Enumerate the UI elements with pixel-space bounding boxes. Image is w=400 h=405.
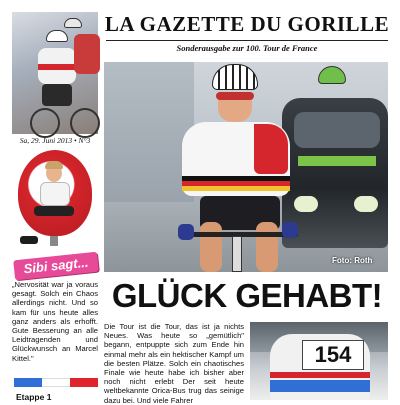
rider-back-photo: [250, 322, 388, 400]
portrait-photo: [12, 148, 98, 254]
bike-frame: [232, 236, 242, 272]
rider-face: [218, 100, 252, 122]
rider-jersey: [74, 34, 100, 74]
issue-date-line: Sa, 29. Juni 2013 • N°3: [19, 136, 91, 145]
rider-sunglasses: [216, 92, 254, 100]
jersey-red-stripe: [270, 372, 370, 378]
bike-wheel: [30, 108, 60, 138]
stage-label: Etappe 1: [16, 392, 52, 402]
jersey-blue-panel: [270, 380, 370, 392]
team-car-windshield: [294, 112, 380, 148]
masthead-subtitle: Sonderausgabe zur 100. Tour de France: [176, 43, 318, 53]
rider-jersey-flag-gold: [182, 186, 290, 191]
photo-credit: Foto: Roth: [332, 256, 373, 265]
race-number: 154: [314, 342, 352, 367]
peloton-photo: [12, 12, 98, 134]
team-car-headlight: [294, 196, 318, 212]
rider-jersey-red-panel: [254, 124, 288, 174]
race-number-bib: [302, 340, 364, 370]
rider-helmet: [212, 64, 258, 90]
rider-helmet: [64, 18, 82, 28]
rider-glove: [178, 224, 194, 240]
person-jersey: [40, 182, 70, 206]
flag-blue-band: [14, 378, 42, 387]
rider-glove: [282, 222, 298, 238]
main-race-photo: [104, 62, 388, 272]
masthead-title: LA GAZETTE DU GORILLE: [104, 12, 390, 36]
team-car-logo-stripe: [298, 156, 376, 166]
rider-leg: [200, 222, 222, 272]
rider-quote: „Nervosität war ja voraus gesagt. Solch ein Chaos allerdings nicht. Und so kam für uns heute alles ganz anders als erhofft. Gute Besserung an alle Leidtragenden und Glückwunsch an Marcel Kittel.": [12, 280, 98, 363]
rider-shorts: [42, 84, 72, 106]
person-shoes: [20, 236, 38, 244]
rider-leg: [256, 222, 278, 272]
rider-helmet: [46, 30, 68, 42]
article-body: Die Tour ist die Tour, das ist ja nichts Neues. Was heute so „gemütlich" begann, entpuppte sich zum Ende hin einmal mehr als ein hektischer Kampf um die besten Plätze. Solch ein chaotisches Finale wie heute habe ich bisher aber noch nicht erlebt Der seit heute weltbekannte Orica-Bus trug das seinige dazu bei. Und viele Fahrer: [104, 322, 244, 405]
team-car-headlight: [354, 196, 378, 212]
person-legs: [34, 206, 74, 216]
motorbike-rider-helmet: [318, 66, 346, 84]
person-hair: [45, 161, 63, 169]
chair-stand: [50, 236, 58, 246]
french-flag-bar: [14, 378, 98, 387]
bike-wheel: [70, 108, 100, 138]
sibi-sagt-badge: Sibi sagt...: [13, 252, 99, 281]
masthead-rule: [106, 40, 388, 41]
headline: GLÜCK GEHABT!: [111, 277, 383, 314]
rider-jersey-stripe: [38, 64, 76, 70]
flag-red-band: [70, 378, 98, 387]
flag-white-band: [42, 378, 70, 387]
crowd-background: [104, 62, 194, 202]
